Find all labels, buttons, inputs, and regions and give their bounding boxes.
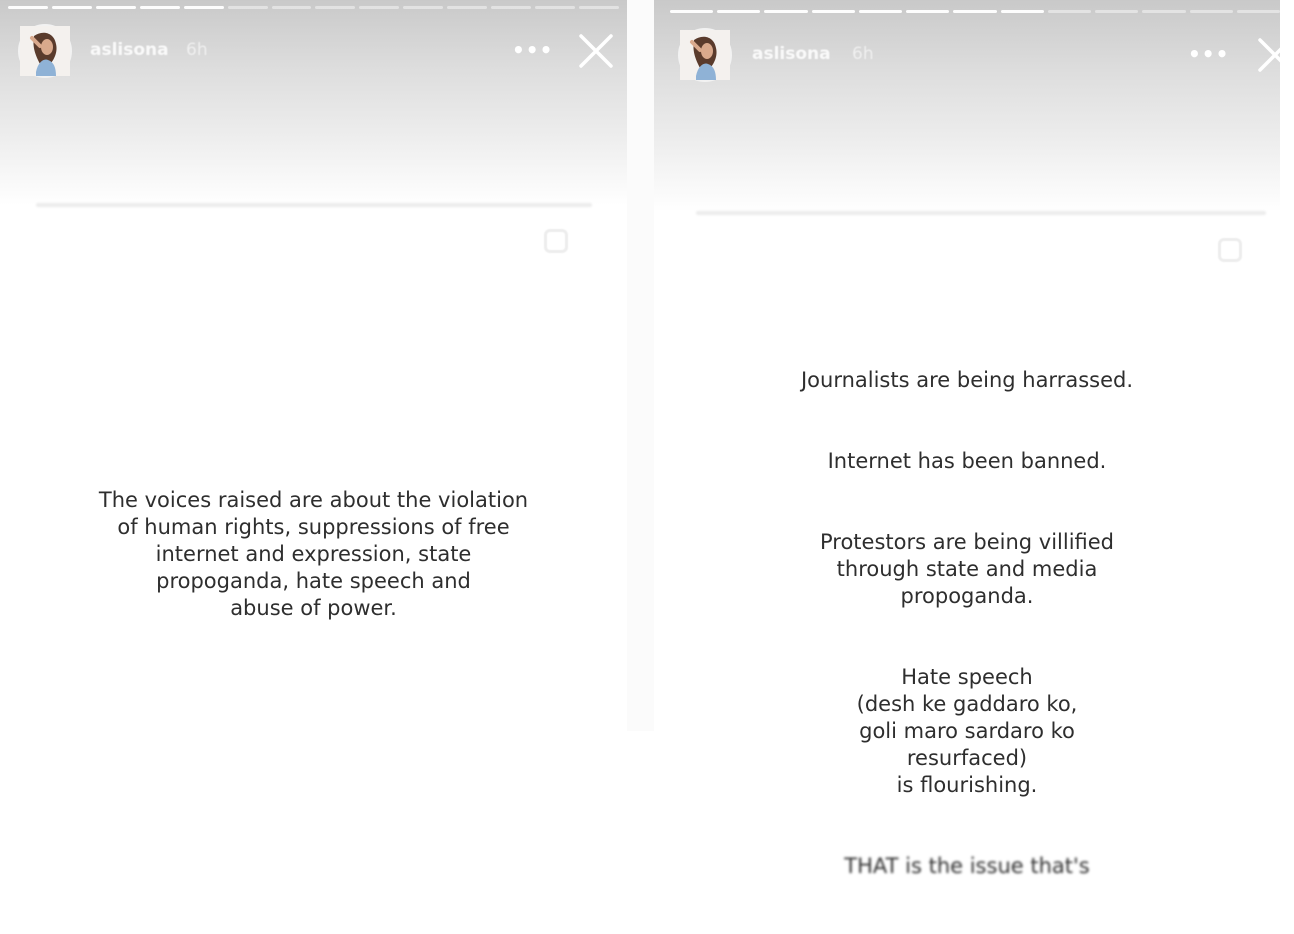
divider <box>696 211 1266 215</box>
progress-segment <box>140 6 180 9</box>
progress-segment <box>1237 10 1280 13</box>
avatar[interactable] <box>678 28 732 82</box>
story-text <box>654 340 1280 934</box>
card-icon <box>544 229 568 253</box>
progress-segment <box>403 6 443 9</box>
story-timestamp: 6h <box>186 40 208 60</box>
card-icon <box>1218 238 1242 262</box>
story-text: The voices raised are about the violation of human rights, suppressions of free internet and expression, state propoganda, hate speech and abuse of power. <box>98 488 529 620</box>
more-options-icon[interactable]: ••• <box>1188 42 1230 66</box>
progress-segment <box>184 6 224 9</box>
profile-photo <box>680 30 730 80</box>
story-paragraph: Journalists are being harrassed. <box>800 368 1134 392</box>
story-username[interactable]: aslisona <box>752 44 831 64</box>
close-icon[interactable] <box>577 32 615 70</box>
story-paragraph: Hate speech (desh ke gaddaro ko, goli maro sardaro ko resurfaced) is flourishing. <box>856 665 1078 797</box>
more-options-icon[interactable]: ••• <box>512 38 554 62</box>
progress-segment <box>491 6 531 9</box>
progress-segment <box>1048 10 1091 13</box>
story-paragraph: Internet has been banned. <box>827 449 1107 473</box>
progress-segment <box>906 10 949 13</box>
close-icon[interactable] <box>1256 36 1294 74</box>
progress-segment <box>953 10 996 13</box>
progress-segment <box>8 6 48 9</box>
story-header-overlay <box>654 0 1280 212</box>
story-progress-bar <box>670 10 1280 13</box>
progress-segment <box>859 10 902 13</box>
progress-segment <box>359 6 399 9</box>
progress-segment <box>1190 10 1233 13</box>
story-paragraph: Protestors are being villified through state and media propoganda. <box>819 530 1115 608</box>
story-panel-right <box>654 0 1280 878</box>
progress-segment <box>812 10 855 13</box>
story-username[interactable]: aslisona <box>90 40 169 60</box>
story-header-overlay <box>0 0 627 205</box>
progress-segment <box>96 6 136 9</box>
progress-segment <box>1001 10 1044 13</box>
progress-segment <box>315 6 355 9</box>
progress-segment <box>579 6 619 9</box>
progress-segment <box>52 6 92 9</box>
progress-segment <box>272 6 312 9</box>
story-panel-left <box>0 0 627 731</box>
progress-segment <box>1095 10 1138 13</box>
story-paragraph: THAT is the issue that's <box>844 854 1090 878</box>
profile-photo <box>20 26 70 76</box>
panel-divider <box>627 0 654 731</box>
divider <box>36 203 592 207</box>
progress-segment <box>447 6 487 9</box>
progress-segment <box>717 10 760 13</box>
progress-segment <box>764 10 807 13</box>
story-timestamp: 6h <box>852 44 874 64</box>
story-progress-bar <box>8 6 619 9</box>
progress-segment <box>228 6 268 9</box>
progress-segment <box>1142 10 1185 13</box>
avatar[interactable] <box>18 24 72 78</box>
progress-segment <box>670 10 713 13</box>
progress-segment <box>535 6 575 9</box>
